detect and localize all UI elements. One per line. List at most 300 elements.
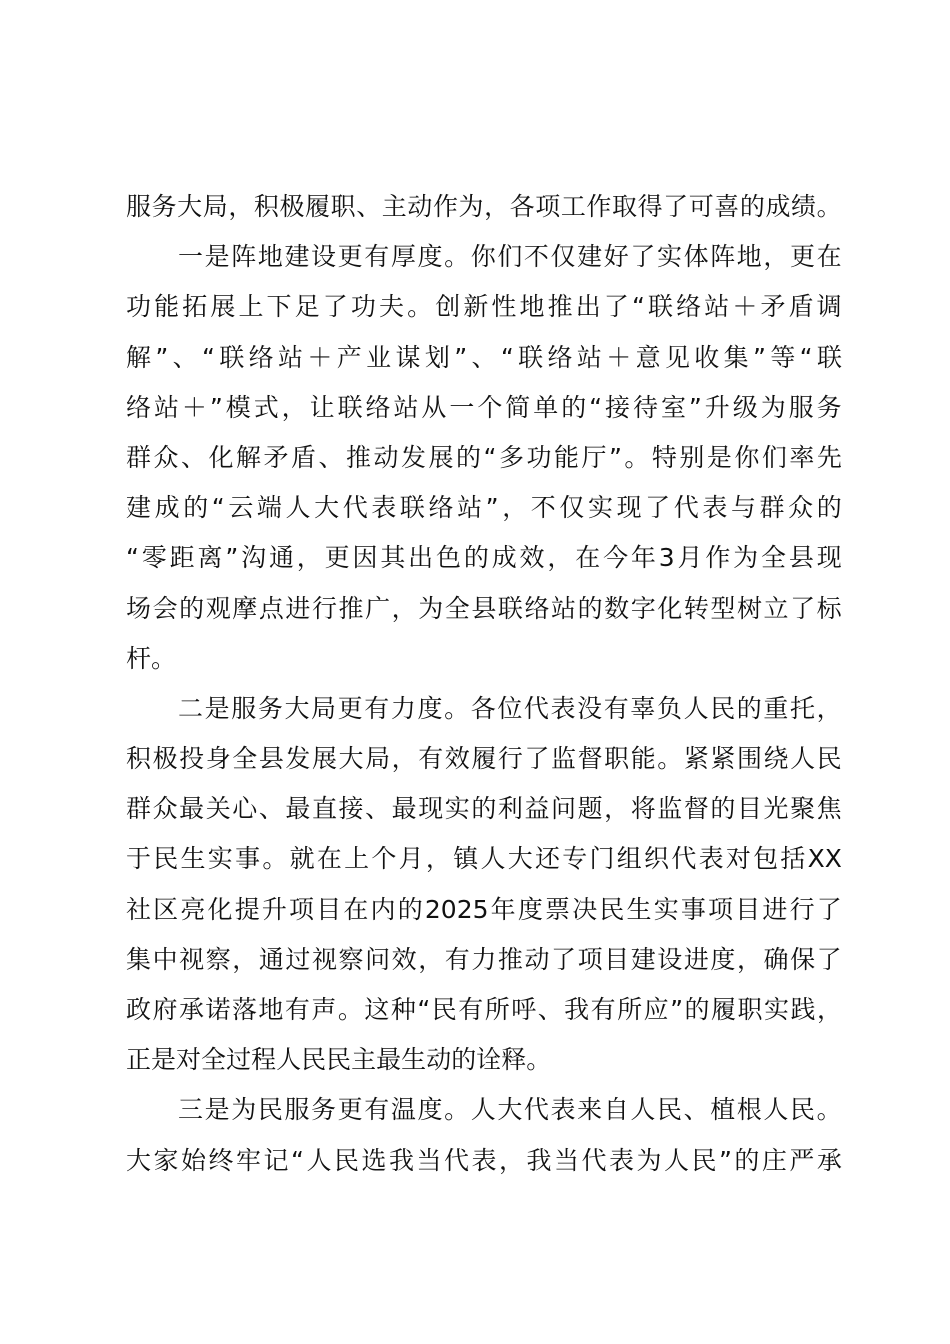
glyph: 应 xyxy=(643,995,669,1024)
glyph: 夫 xyxy=(378,292,404,322)
glyph: 门 xyxy=(589,844,615,874)
glyph: 大 xyxy=(507,844,533,874)
glyph: 点 xyxy=(258,593,284,623)
body-line xyxy=(126,634,842,684)
glyph: 就 xyxy=(289,844,315,874)
glyph: 距 xyxy=(169,543,195,573)
glyph: 决 xyxy=(572,894,598,924)
glyph: ， xyxy=(547,543,573,573)
glyph: 当 xyxy=(553,1145,579,1175)
glyph: 型 xyxy=(710,593,736,623)
glyph: 位 xyxy=(497,693,523,723)
glyph: 察 xyxy=(205,944,231,974)
glyph: 群 xyxy=(126,442,152,472)
glyph: 服 xyxy=(284,1095,310,1125)
glyph: 提 xyxy=(234,894,260,924)
glyph: 的 xyxy=(577,593,603,623)
glyph: 我 xyxy=(526,1145,552,1175)
glyph: 。 xyxy=(526,1045,552,1075)
glyph: 还 xyxy=(534,844,560,874)
glyph: 建 xyxy=(630,944,656,974)
glyph: 表 xyxy=(608,1145,634,1175)
glyph: 月 xyxy=(677,543,703,573)
glyph: 不 xyxy=(530,493,556,523)
glyph: 镇 xyxy=(453,844,479,874)
glyph: 地 xyxy=(519,292,545,322)
glyph: 站 xyxy=(704,292,730,322)
glyph: 的 xyxy=(451,1045,477,1075)
glyph: 心 xyxy=(232,794,258,824)
glyph: 创 xyxy=(435,292,461,322)
glyph: 、 xyxy=(356,192,382,221)
glyph: 一 xyxy=(449,392,475,422)
glyph: 联 xyxy=(399,493,425,523)
glyph: 群 xyxy=(126,794,152,824)
glyph: 络 xyxy=(365,392,391,422)
glyph: 局 xyxy=(311,693,337,723)
glyph: 实 xyxy=(587,493,613,523)
glyph: 有 xyxy=(364,1095,390,1125)
glyph: 多 xyxy=(498,442,524,472)
glyph: 履 xyxy=(305,192,331,221)
glyph: 仅 xyxy=(550,242,576,272)
glyph: 们 xyxy=(497,242,523,272)
glyph: 来 xyxy=(577,1095,603,1125)
glyph: 了 xyxy=(630,242,656,272)
glyph: 。 xyxy=(151,643,177,673)
glyph: 实 xyxy=(444,794,470,824)
glyph: 络 xyxy=(248,342,274,372)
glyph: 调 xyxy=(816,292,842,322)
glyph: 自 xyxy=(603,1095,629,1125)
glyph: 因 xyxy=(352,543,378,573)
glyph: 将 xyxy=(630,794,656,824)
glyph: 生 xyxy=(401,1045,427,1075)
glyph: 人 xyxy=(306,1145,332,1175)
glyph: 络 xyxy=(126,392,152,422)
glyph: ， xyxy=(736,944,762,974)
glyph: ” xyxy=(225,543,239,573)
glyph: 站 xyxy=(457,493,483,523)
glyph: 特 xyxy=(651,442,677,472)
glyph: 为 xyxy=(760,392,786,422)
glyph: 零 xyxy=(141,543,167,573)
glyph: 与 xyxy=(730,493,756,523)
glyph: 更 xyxy=(790,242,816,272)
glyph: 没 xyxy=(577,693,603,723)
glyph: 目 xyxy=(316,894,342,924)
glyph: 的 xyxy=(816,493,842,523)
glyph: 声 xyxy=(311,995,337,1024)
glyph: 众 xyxy=(153,442,179,472)
glyph: ， xyxy=(281,392,307,422)
glyph: 通 xyxy=(258,944,284,974)
glyph: 意 xyxy=(635,342,661,372)
body-line xyxy=(126,1035,842,1085)
glyph: 投 xyxy=(179,744,205,774)
glyph: 、 xyxy=(172,342,198,372)
glyph: 成 xyxy=(154,493,180,523)
glyph: 当 xyxy=(416,1145,442,1175)
glyph: 主 xyxy=(351,1045,377,1075)
glyph: 所 xyxy=(484,995,510,1024)
glyph: 县 xyxy=(788,543,814,573)
glyph: 站 xyxy=(576,342,602,372)
glyph: 是 xyxy=(204,693,230,723)
glyph: 可 xyxy=(688,192,714,221)
glyph: 众 xyxy=(788,493,814,523)
glyph: 履 xyxy=(471,744,497,774)
glyph: 问 xyxy=(551,794,577,824)
glyph: 县 xyxy=(471,593,497,623)
glyph: 能 xyxy=(154,292,180,322)
glyph: 代 xyxy=(443,1145,469,1175)
glyph: 色 xyxy=(436,543,462,573)
glyph: 为 xyxy=(733,543,759,573)
glyph: 县 xyxy=(258,744,284,774)
glyph: 效 xyxy=(519,543,545,573)
glyph: 负 xyxy=(656,693,682,723)
glyph: 有 xyxy=(590,995,616,1024)
glyph: 作 xyxy=(432,192,458,221)
glyph: 了 xyxy=(816,894,842,924)
glyph: 模 xyxy=(225,392,251,422)
glyph: 民 xyxy=(431,995,457,1024)
glyph: 人 xyxy=(763,1095,789,1125)
glyph: 全 xyxy=(232,744,258,774)
body-line xyxy=(126,834,842,884)
glyph: 亮 xyxy=(180,894,206,924)
glyph: ， xyxy=(391,593,417,623)
glyph: 植 xyxy=(710,1095,736,1125)
glyph: 保 xyxy=(790,944,816,974)
glyph: 辜 xyxy=(630,693,656,723)
glyph: 在 xyxy=(316,844,342,874)
glyph: 监 xyxy=(551,744,577,774)
glyph: 最 xyxy=(376,1045,402,1075)
glyph: 根 xyxy=(736,1095,762,1125)
glyph: 更 xyxy=(337,693,363,723)
glyph: ” xyxy=(485,493,499,523)
glyph: 得 xyxy=(637,192,663,221)
glyph: 表 xyxy=(471,1145,497,1175)
glyph: 。 xyxy=(624,442,650,472)
glyph: 民 xyxy=(656,1095,682,1125)
glyph: 现 xyxy=(418,794,444,824)
glyph: 行 xyxy=(497,744,523,774)
glyph: 。 xyxy=(444,693,470,723)
glyph: 项 xyxy=(535,192,561,221)
glyph: 了 xyxy=(663,192,689,221)
glyph: 大 xyxy=(497,1095,523,1125)
glyph: 对 xyxy=(725,844,751,874)
glyph: 项 xyxy=(708,894,734,924)
glyph: 喜 xyxy=(714,192,740,221)
glyph: 仅 xyxy=(559,493,585,523)
glyph: 践 xyxy=(790,995,816,1024)
glyph: 杆 xyxy=(126,643,152,673)
glyph: 出 xyxy=(408,543,434,573)
glyph: 场 xyxy=(126,593,152,623)
glyph: 离 xyxy=(197,543,223,573)
glyph: 单 xyxy=(533,392,559,422)
glyph: 现 xyxy=(616,493,642,523)
glyph: 先 xyxy=(816,442,842,472)
glyph: 群 xyxy=(759,493,785,523)
glyph: 划 xyxy=(424,342,450,372)
glyph: 问 xyxy=(365,944,391,974)
glyph: 表 xyxy=(698,844,724,874)
glyph: 民 xyxy=(301,1045,327,1075)
glyph: ＋ xyxy=(181,392,207,422)
glyph: 代 xyxy=(581,1145,607,1175)
glyph: 的 xyxy=(179,593,205,623)
glyph: 站 xyxy=(278,342,304,372)
glyph: 好 xyxy=(603,242,629,272)
glyph: 二 xyxy=(178,693,204,723)
glyph: 的 xyxy=(456,442,482,472)
glyph: 联 xyxy=(518,342,544,372)
glyph: 实 xyxy=(656,242,682,272)
glyph: 民 xyxy=(710,693,736,723)
glyph: “ xyxy=(483,442,497,472)
glyph: 业 xyxy=(366,342,392,372)
glyph: 了 xyxy=(816,944,842,974)
glyph: 大 xyxy=(126,1145,152,1175)
glyph: 度 xyxy=(517,894,543,924)
glyph: ， xyxy=(391,744,417,774)
body-line xyxy=(126,232,842,282)
glyph: 观 xyxy=(205,593,231,623)
glyph: 为 xyxy=(458,192,484,221)
glyph: 督 xyxy=(683,794,709,824)
glyph: 事 xyxy=(235,844,261,874)
glyph: ， xyxy=(604,794,630,824)
body-line xyxy=(126,282,842,332)
glyph: 简 xyxy=(505,392,531,422)
glyph: ” xyxy=(454,342,468,372)
glyph: 益 xyxy=(524,794,550,824)
glyph: 进 xyxy=(683,944,709,974)
glyph: 为 xyxy=(636,1145,662,1175)
glyph: ， xyxy=(228,192,254,221)
body-line xyxy=(126,1136,842,1186)
glyph: 局 xyxy=(365,744,391,774)
glyph: 行 xyxy=(311,593,337,623)
glyph: 更 xyxy=(324,543,350,573)
glyph: 有 xyxy=(458,995,484,1024)
glyph: 了 xyxy=(790,593,816,623)
glyph: 地 xyxy=(736,242,762,272)
glyph: 级 xyxy=(732,392,758,422)
body-line xyxy=(126,483,842,533)
glyph: 的 xyxy=(736,693,762,723)
glyph: “ xyxy=(202,342,215,372)
glyph: 是 xyxy=(151,1045,177,1075)
glyph: 化 xyxy=(207,894,233,924)
glyph: ， xyxy=(498,1145,524,1175)
glyph: 转 xyxy=(683,593,709,623)
glyph: 职 xyxy=(330,192,356,221)
glyph: 功 xyxy=(350,292,376,322)
glyph: 大 xyxy=(284,693,310,723)
glyph: 有 xyxy=(364,242,390,272)
glyph: 专 xyxy=(562,844,588,874)
glyph: 严 xyxy=(789,1145,815,1175)
glyph: 生 xyxy=(180,844,206,874)
body-line xyxy=(126,333,842,383)
glyph: 摩 xyxy=(232,593,258,623)
glyph: 地 xyxy=(257,242,283,272)
glyph: 功 xyxy=(126,292,152,322)
glyph: 能 xyxy=(630,744,656,774)
glyph: 务 xyxy=(311,1095,337,1125)
glyph: 端 xyxy=(256,493,282,523)
glyph: 谋 xyxy=(395,342,421,372)
glyph: 实 xyxy=(653,894,679,924)
glyph: 务 xyxy=(257,693,283,723)
glyph: 解 xyxy=(126,342,152,372)
glyph: 督 xyxy=(577,744,603,774)
glyph: 绕 xyxy=(763,744,789,774)
glyph: 式 xyxy=(253,392,279,422)
body-line xyxy=(126,1085,842,1135)
body-line xyxy=(126,383,842,433)
glyph: 实 xyxy=(207,844,233,874)
body-line xyxy=(126,985,842,1035)
glyph: 察 xyxy=(338,944,364,974)
body-line xyxy=(126,935,842,985)
glyph: 设 xyxy=(657,944,683,974)
glyph: ， xyxy=(763,242,789,272)
glyph: 人 xyxy=(683,693,709,723)
glyph: 率 xyxy=(789,442,815,472)
glyph: “ xyxy=(799,342,813,372)
glyph: 府 xyxy=(152,995,178,1024)
glyph: 紧 xyxy=(683,744,709,774)
glyph: 包 xyxy=(753,844,779,874)
glyph: 出 xyxy=(575,292,601,322)
glyph: 光 xyxy=(763,794,789,824)
glyph: 在 xyxy=(575,543,601,573)
glyph: 取 xyxy=(611,192,637,221)
glyph: 社 xyxy=(126,894,152,924)
glyph: 区 xyxy=(153,894,179,924)
glyph: 监 xyxy=(657,794,683,824)
glyph: 的 xyxy=(463,543,489,573)
glyph: 释 xyxy=(501,1045,527,1075)
body-line xyxy=(126,584,842,634)
glyph: 。 xyxy=(407,292,433,322)
glyph: 集 xyxy=(723,342,749,372)
glyph: 极 xyxy=(279,192,305,221)
glyph: 有 xyxy=(364,693,390,723)
glyph: 的 xyxy=(471,794,497,824)
glyph: 功 xyxy=(526,442,552,472)
glyph: 2025 xyxy=(424,894,489,924)
glyph: 盾 xyxy=(291,442,317,472)
glyph: 络 xyxy=(524,593,550,623)
glyph: 始 xyxy=(181,1145,207,1175)
glyph: 程 xyxy=(251,1045,277,1075)
body-line xyxy=(126,885,842,935)
glyph: 。 xyxy=(816,192,842,221)
glyph: 这 xyxy=(364,995,390,1024)
glyph: 我 xyxy=(388,1145,414,1175)
glyph: 建 xyxy=(284,242,310,272)
glyph: 过 xyxy=(226,1045,252,1075)
glyph: 阵 xyxy=(231,242,257,272)
glyph: “ xyxy=(126,543,139,573)
glyph: 推 xyxy=(547,292,573,322)
glyph: 代 xyxy=(523,1095,549,1125)
glyph: 发 xyxy=(401,442,427,472)
glyph: 室 xyxy=(660,392,686,422)
glyph: 全 xyxy=(201,1045,227,1075)
glyph: 直 xyxy=(311,794,337,824)
glyph: 动 xyxy=(524,944,550,974)
glyph: 矛 xyxy=(263,442,289,472)
glyph: 上 xyxy=(344,844,370,874)
glyph: 为 xyxy=(231,1095,257,1125)
glyph: ＋ xyxy=(606,342,632,372)
glyph: 身 xyxy=(205,744,231,774)
glyph: 性 xyxy=(491,292,517,322)
glyph: “ xyxy=(500,342,514,372)
glyph: 全 xyxy=(761,543,787,573)
glyph: 最 xyxy=(285,794,311,824)
glyph: 力 xyxy=(390,693,416,723)
glyph: 推 xyxy=(346,442,372,472)
glyph: 化 xyxy=(208,442,234,472)
glyph: 今 xyxy=(603,543,629,573)
glyph: 服 xyxy=(231,693,257,723)
glyph: 大 xyxy=(338,744,364,774)
glyph: 内 xyxy=(370,894,396,924)
glyph: 温 xyxy=(390,1095,416,1125)
glyph: 度 xyxy=(417,242,443,272)
glyph: 目 xyxy=(736,794,762,824)
glyph: 们 xyxy=(761,442,787,472)
glyph: 表 xyxy=(550,1095,576,1125)
glyph: 厚 xyxy=(390,242,416,272)
glyph: 等 xyxy=(770,342,796,372)
glyph: ” xyxy=(608,442,622,472)
glyph: 聚 xyxy=(790,794,816,824)
glyph: 庄 xyxy=(761,1145,787,1175)
glyph: 了 xyxy=(551,944,577,974)
glyph: 题 xyxy=(577,794,603,824)
glyph: 履 xyxy=(711,995,737,1024)
glyph: 从 xyxy=(421,392,447,422)
glyph: 为 xyxy=(418,593,444,623)
glyph: 承 xyxy=(816,1145,842,1175)
glyph: 动 xyxy=(373,442,399,472)
glyph: 。 xyxy=(444,1095,470,1125)
glyph: 了 xyxy=(322,292,348,322)
glyph: 一 xyxy=(178,242,204,272)
glyph: 个 xyxy=(371,844,397,874)
glyph: 服 xyxy=(788,392,814,422)
glyph: 民 xyxy=(153,844,179,874)
glyph: 积 xyxy=(126,744,152,774)
body-line xyxy=(126,182,842,232)
glyph: 选 xyxy=(361,1145,387,1175)
glyph: 阵 xyxy=(710,242,736,272)
glyph: ” xyxy=(155,342,169,372)
glyph: 络 xyxy=(676,292,702,322)
glyph: 人 xyxy=(276,1045,302,1075)
